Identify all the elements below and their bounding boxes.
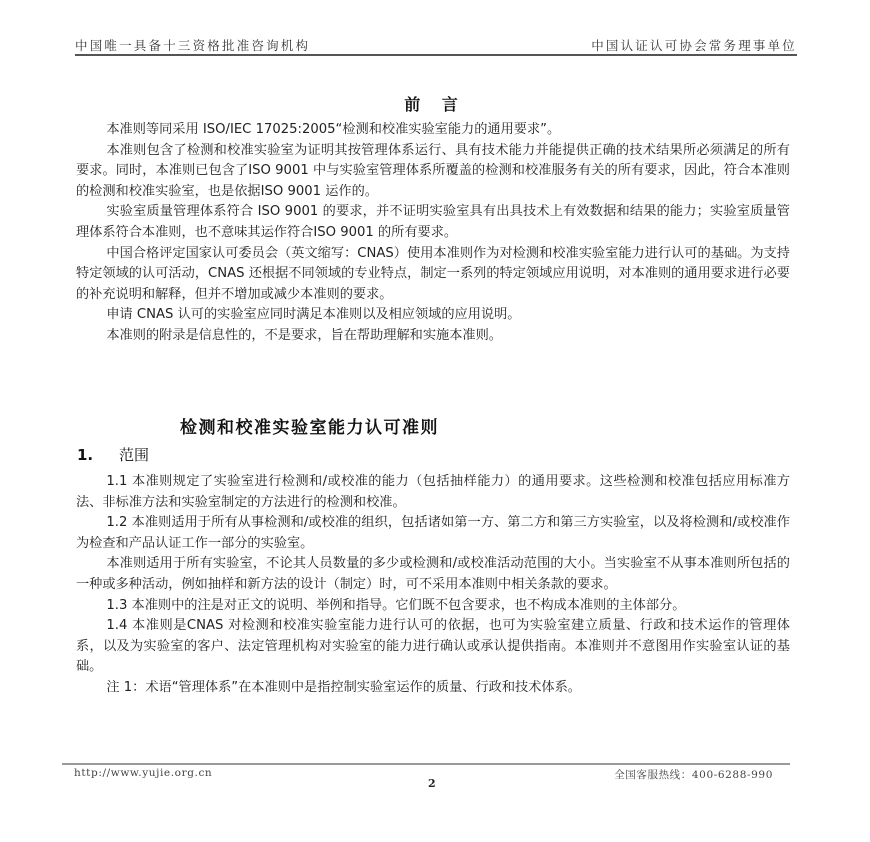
- page-number: 2: [428, 777, 436, 790]
- clause-paragraph: 1.4 本准则是CNAS 对检测和校准实验室能力进行认可的依据，也可为实验室建立质量、行政和技术运作的管理体系，以及为实验室的客户、法定管理机构对实验室的能力进行确认或承认提供指南。本准则并不意图用作实验室认证的基础。: [76, 618, 790, 675]
- preface-paragraph: 本准则包含了检测和校准实验室为证明其按管理体系运行、具有技术能力并能提供正确的技术结果所必须满足的所有要求。同时，本准则已包含了ISO 9001 中与实验室管理体系所覆盖的检测和校准服务有关的所有要求，因此，符合本准则的检测和校准实验室，也是依据ISO 9001 运作的。: [76, 142, 790, 199]
- preface-paragraph: 本准则的附录是信息性的，不是要求，旨在帮助理解和实施本准则。: [106, 327, 502, 343]
- section-heading: [77, 444, 149, 465]
- preface-paragraph: 中国合格评定国家认可委员会（英文缩写：CNAS）使用本准则作为对检测和校准实验室能力进行认可的基础。为支持特定领域的认可活动，CNAS 还根据不同领域的专业特点，制定一系列的特定领域应用说明，对本准则的通用要求进行必要的补充说明和解释，但并不增加或减少本准则的要求。: [76, 245, 790, 302]
- clause-paragraph: 1.1 本准则规定了实验室进行检测和/或校准的能力（包括抽样能力）的通用要求。这些检测和校准包括应用标准方法、非标准方法和实验室制定的方法进行的检测和校准。: [76, 474, 790, 510]
- section-title: 范围: [119, 446, 150, 464]
- clause-paragraph: 1.3 本准则中的注是对正文的说明、举例和指导。它们既不包含要求，也不构成本准则的主体部分。: [106, 597, 686, 613]
- section-body: [76, 472, 790, 699]
- clause-paragraph: 本准则适用于所有实验室，不论其人员数量的多少或检测和/或校准活动范围的大小。当实验室不从事本准则所包括的一种或多种活动，例如抽样和新方法的设计（制定）时，可不采用本准则中相关条款的要求。: [76, 556, 790, 592]
- header-divider: [75, 54, 797, 56]
- preface-title: 前 言: [404, 95, 466, 114]
- clause-paragraph: 1.2 本准则适用于所有从事检测和/或校准的组织，包括诸如第一方、第二方和第三方实验室，以及将检测和/或校准作为检查和产品认证工作一部分的实验室。: [76, 515, 790, 551]
- preface-body: [76, 120, 790, 347]
- preface-paragraph: 申请 CNAS 认可的实验室应同时满足本准则以及相应领域的应用说明。: [106, 307, 521, 323]
- note-paragraph: 注 1：术语“管理体系”在本准则中是指控制实验室运作的质量、行政和技术体系。: [106, 679, 581, 695]
- header-right-text: 中国认证认可协会常务理事单位: [591, 38, 797, 53]
- footer-hotline: 全国客服热线：400-6288-990: [614, 769, 773, 781]
- document-heading: 检测和校准实验室能力认可准则: [180, 418, 439, 438]
- section-number: 1.: [77, 446, 94, 464]
- footer-divider: [62, 763, 790, 765]
- header-left-text: 中国唯一具备十三资格批准咨询机构: [75, 38, 311, 53]
- footer-website-link[interactable]: http://www.yujie.org.cn: [74, 767, 213, 779]
- preface-paragraph: 实验室质量管理体系符合 ISO 9001 的要求，并不证明实验室具有出具技术上有效数据和结果的能力；实验室质量管理体系符合本准则，也不意味其运作符合ISO 9001 的所有要求。: [76, 204, 790, 240]
- preface-paragraph: 本准则等同采用 ISO/IEC 17025:2005“检测和校准实验室能力的通用要求”。: [106, 122, 561, 137]
